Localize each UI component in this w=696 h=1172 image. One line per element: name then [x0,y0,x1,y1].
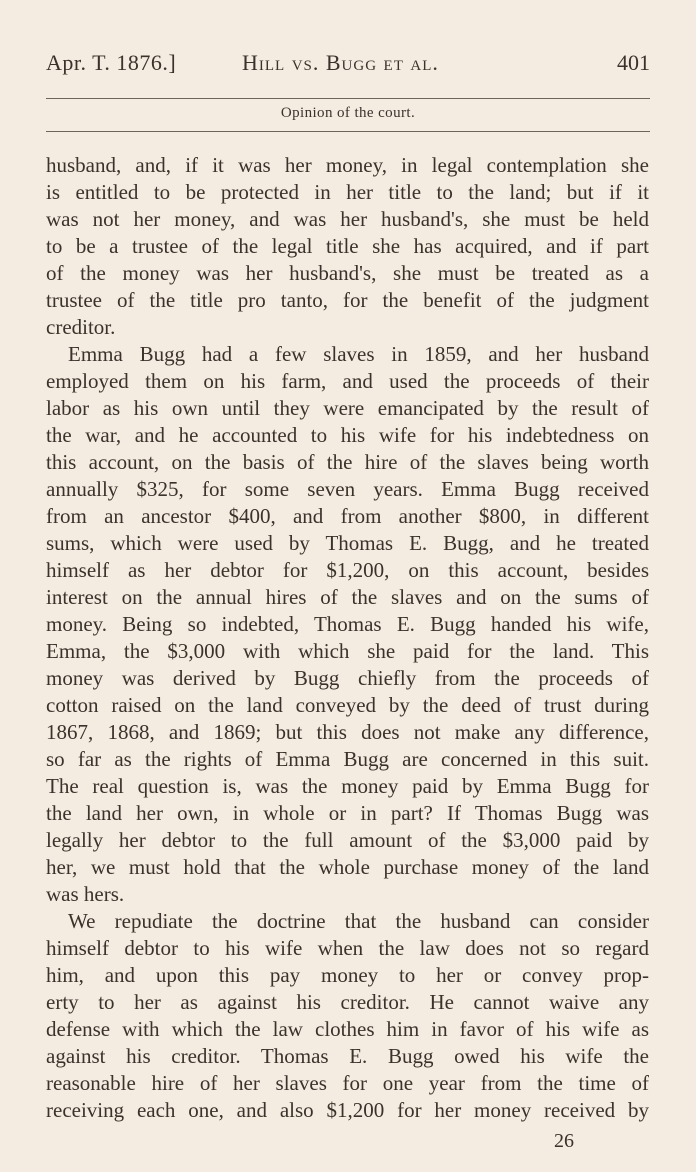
text-line: of the money was her husband's, she must be treated as a [46,261,649,285]
case-title: Hill vs. Bugg et al. [242,50,439,75]
text-line: We repudiate the doctrine that the husband can consider [68,909,649,933]
text-line: husband, and, if it was her money, in legal contemplation she [46,153,649,177]
signature-mark: 26 [554,1130,574,1152]
term-label: Apr. T. 1876.] [46,50,177,75]
text-line: the war, and he accounted to his wife for his indebtedness on [46,423,649,447]
text-line: to be a trustee of the legal title she has acquired, and if part [46,234,649,258]
text-line: 1867, 1868, and 1869; but this does not make any difference, [46,720,649,744]
section-heading: Opinion of the court. [280,105,416,121]
text-line: cotton raised on the land conveyed by the deed of trust during [46,693,649,717]
page-number: 401 [617,50,650,75]
text-line: labor as his own until they were emancipated by the result of [46,396,649,420]
text-line: Emma, the $3,000 with which she paid for the land. This [46,639,649,663]
text-line: legally her debtor to the full amount of the $3,000 paid by [46,828,649,852]
text-line: receiving each one, and also $1,200 for her money received by [46,1098,649,1122]
header-rule-top [46,98,650,99]
text-line: himself as her debtor for $1,200, on this account, besides [46,558,649,582]
text-line: trustee of the title pro tanto, for the benefit of the judgment [46,288,649,312]
text-line: money was derived by Bugg chiefly from the proceeds of [46,666,649,690]
text-line: creditor. [46,315,116,339]
text-line: money. Being so indebted, Thomas E. Bugg handed his wife, [46,612,649,636]
text-line: this account, on the basis of the hire of the slaves being worth [46,450,649,474]
text-line: was hers. [46,882,125,906]
header-rule-bottom [46,131,650,132]
text-line: from an ancestor $400, and from another $800, in different [46,504,649,528]
text-line: defense with which the law clothes him in favor of his wife as [46,1017,649,1041]
text-line: against his creditor. Thomas E. Bugg owed his wife the [46,1044,649,1068]
text-line: employed them on his farm, and used the proceeds of their [46,369,649,393]
text-line: her, we must hold that the whole purchase money of the land [46,855,649,879]
text-line: him, and upon this pay money to her or convey prop- [46,963,649,987]
text-line: reasonable hire of her slaves for one year from the time of [46,1071,649,1095]
text-line: interest on the annual hires of the slaves and on the sums of [46,585,649,609]
text-line: annually $325, for some seven years. Emma Bugg received [46,477,649,501]
text-line: The real question is, was the money paid by Emma Bugg for [46,774,649,798]
running-head [46,50,650,84]
text-line: Emma Bugg had a few slaves in 1859, and her husband [68,342,649,366]
text-line: is entitled to be protected in her title to the land; but if it [46,180,649,204]
text-line: himself debtor to his wife when the law does not so regard [46,936,649,960]
text-line: sums, which were used by Thomas E. Bugg, and he treated [46,531,649,555]
text-line: erty to her as against his creditor. He cannot waive any [46,990,649,1014]
text-line: was not her money, and was her husband's, she must be held [46,207,649,231]
text-line: the land her own, in whole or in part? If Thomas Bugg was [46,801,649,825]
text-line: so far as the rights of Emma Bugg are concerned in this suit. [46,747,649,771]
